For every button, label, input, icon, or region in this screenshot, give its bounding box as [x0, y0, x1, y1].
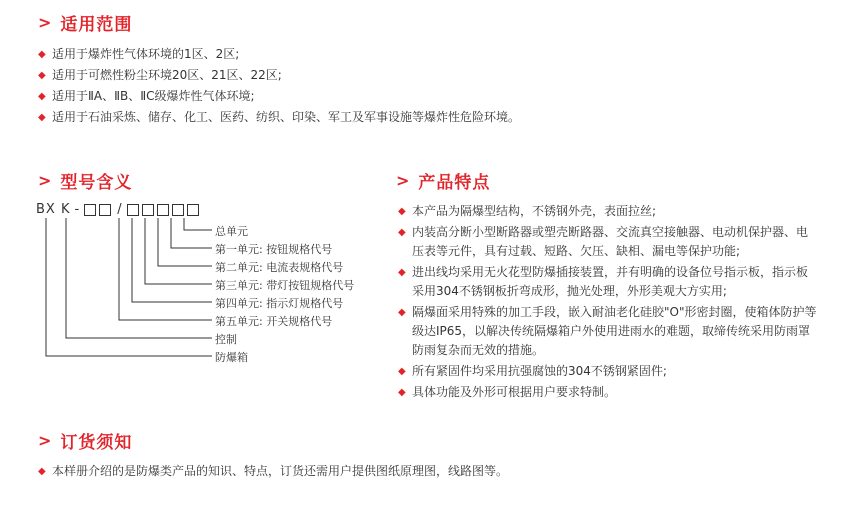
diamond-icon: ◆ — [398, 387, 406, 398]
section-title: 产品特点 — [418, 173, 491, 193]
model-label-unit2: 第二单元: 电流表规格代号 — [215, 261, 344, 274]
chevron-right-icon: > — [396, 171, 411, 190]
section-title: 订货须知 — [60, 433, 133, 453]
list-item: ◆ 所有紧固件均采用抗强腐蚀的304不锈钢紧固件; — [398, 362, 818, 381]
diamond-icon: ◆ — [398, 307, 406, 318]
model-label-control: 控制 — [215, 333, 237, 346]
list-item: ◆ 适用于爆炸性气体环境的1区、2区; — [38, 44, 638, 65]
chevron-right-icon: > — [38, 13, 53, 32]
list-item: ◆ 隔爆面采用特殊的加工手段，嵌入耐油老化硅胶"O"形密封圈，使箱体防护等级达IP65，以解决传统隔爆箱户外使用进雨水的难题，取缔传统采用防雨罩防雨复杂而无效的措施。 — [398, 305, 817, 357]
diamond-icon: ◆ — [398, 366, 406, 377]
model-label-total: 总单元 — [215, 225, 248, 238]
model-label-unit4: 第四单元: 指示灯规格代号 — [215, 297, 344, 310]
diamond-icon: ◆ — [398, 267, 406, 278]
chevron-right-icon: > — [38, 431, 53, 450]
list-item: ◆ 进出线均采用无火花型防爆插接装置，并有明确的设备位号指示板，指示板采用304不锈钢板折弯成形，抛光处理，外形美观大方实用; — [398, 265, 809, 298]
list-item: ◆ 内装高分断小型断路器或塑壳断路器、交流真空接触器、电动机保护器、电压表等元件，具有过载、短路、欠压、缺相、漏电等保护功能; — [398, 225, 809, 258]
diamond-icon: ◆ — [398, 206, 406, 217]
model-label-unit3: 第三单元: 带灯按钮规格代号 — [215, 279, 355, 292]
model-label-unit5: 第五单元: 开关规格代号 — [215, 315, 333, 328]
ordering-list — [38, 462, 798, 481]
section-heading-ordering — [38, 428, 132, 453]
list-item: ◆ 具体功能及外形可根据用户要求特制。 — [398, 383, 818, 402]
list-item: ◆ 适用于ⅡA、ⅡB、ⅡC级爆炸性气体环境; — [38, 86, 638, 107]
section-heading-features — [396, 168, 490, 193]
features-list — [398, 202, 818, 404]
model-label-box: 防爆箱 — [215, 351, 248, 364]
model-code-prefix: BX K — [36, 202, 71, 217]
list-item: ◆ 适用于石油采炼、储存、化工、医药、纺织、印染、军工及军事设施等爆炸性危险环境。 — [38, 107, 638, 128]
list-item: ◆ 适用于可燃性粉尘环境20区、21区、22区; — [38, 65, 638, 86]
list-item: ◆ 本产品为隔爆型结构，不锈钢外壳，表面拉丝; — [398, 202, 818, 221]
diamond-icon: ◆ — [38, 91, 46, 102]
model-code-dash: - — [74, 202, 81, 217]
diamond-icon: ◆ — [398, 227, 406, 238]
model-code-slash: / — [117, 202, 123, 217]
model-label-unit1: 第一单元: 按钮规格代号 — [215, 243, 333, 256]
diamond-icon: ◆ — [38, 49, 46, 60]
diamond-icon: ◆ — [38, 70, 46, 81]
diamond-icon: ◆ — [38, 112, 46, 123]
list-item: ◆ 本样册介绍的是防爆类产品的知识、特点，订货还需用户提供图纸原理图，线路图等。 — [38, 462, 798, 481]
section-title: 型号含义 — [60, 173, 133, 193]
section-title: 适用范围 — [60, 15, 133, 35]
chevron-right-icon: > — [38, 171, 53, 190]
diamond-icon: ◆ — [38, 466, 46, 477]
